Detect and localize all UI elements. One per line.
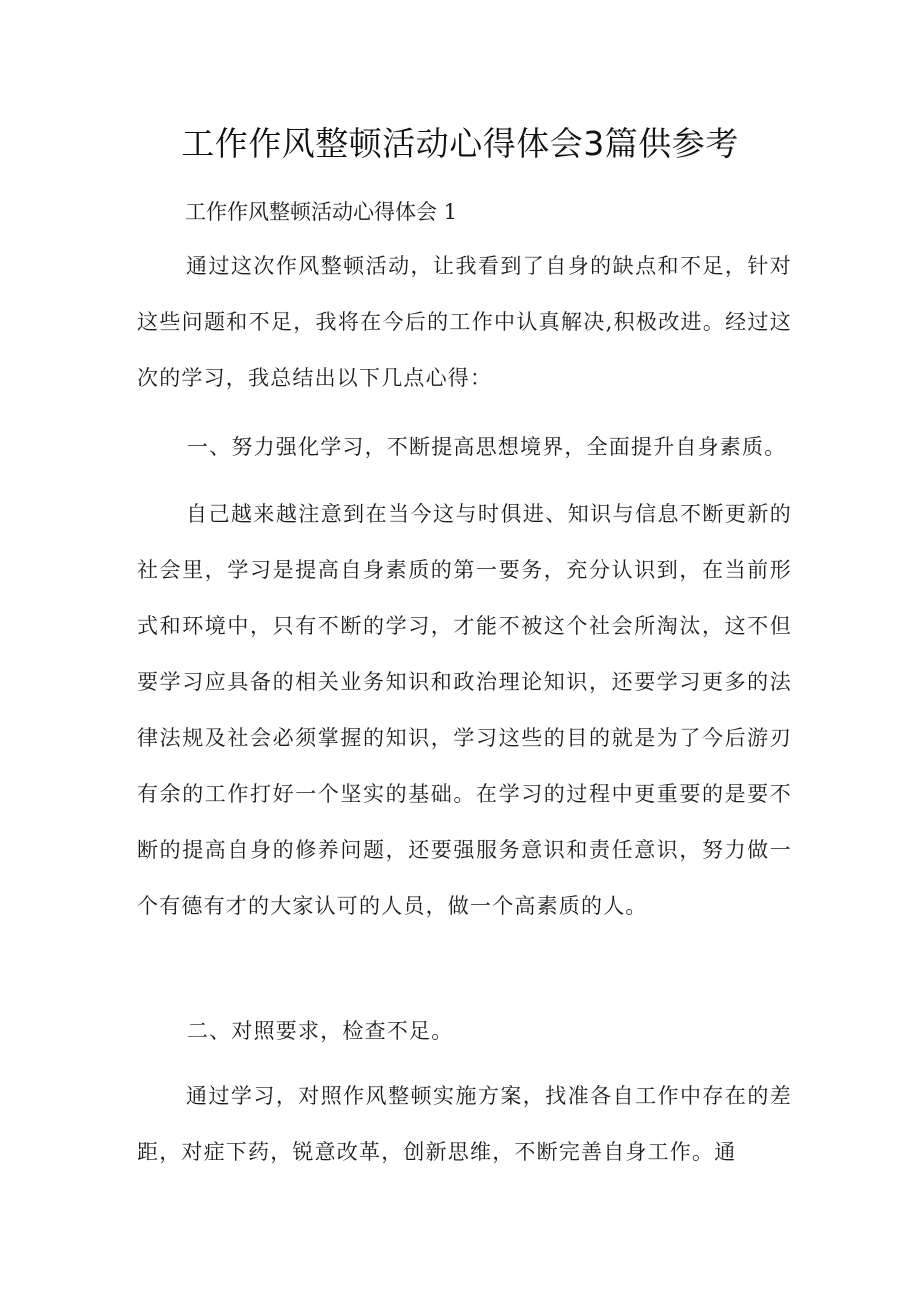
section-heading-1: 一、努力强化学习，不断提高思想境界，全面提升自身素质。 [187, 435, 787, 459]
section-subtitle: 工作作风整顿活动心得体会 1 [185, 200, 458, 224]
paragraph-study: 自己越来越注意到在当今这与时俱进、知识与信息不断更新的社会里，学习是提高自身素质的第一要务，充分认识到，在当前形式和环境中，只有不断的学习，才能不被这个社会所淘汰，这不但要学习应具备的相关业务知识和政治理论知识，还要学习更多的法律法规及社会必须掌握的知识，学习这些的目的就是为了今后游刃有余的工作打好一个坚实的基础。在学习的过程中更重要的是要不断的提高自身的修养问题，还要强服务意识和责任意识，努力做一个有德有才的大家认可的人员，做一个高素质的人。 [137, 502, 792, 918]
section-heading-2: 二、对照要求，检查不足。 [187, 1019, 454, 1043]
paragraph-intro: 通过这次作风整顿活动，让我看到了自身的缺点和不足，针对这些问题和不足，我将在今后的工作中认真解决,积极改进。经过这次的学习，我总结出以下几点心得： [137, 254, 792, 390]
paragraph-compare: 通过学习，对照作风整顿实施方案，找准各自工作中存在的差距，对症下药，锐意改革，创新思维，不断完善自身工作。通 [137, 1084, 792, 1164]
document-title: 工作作风整顿活动心得体会3篇供参考 [181, 124, 739, 163]
